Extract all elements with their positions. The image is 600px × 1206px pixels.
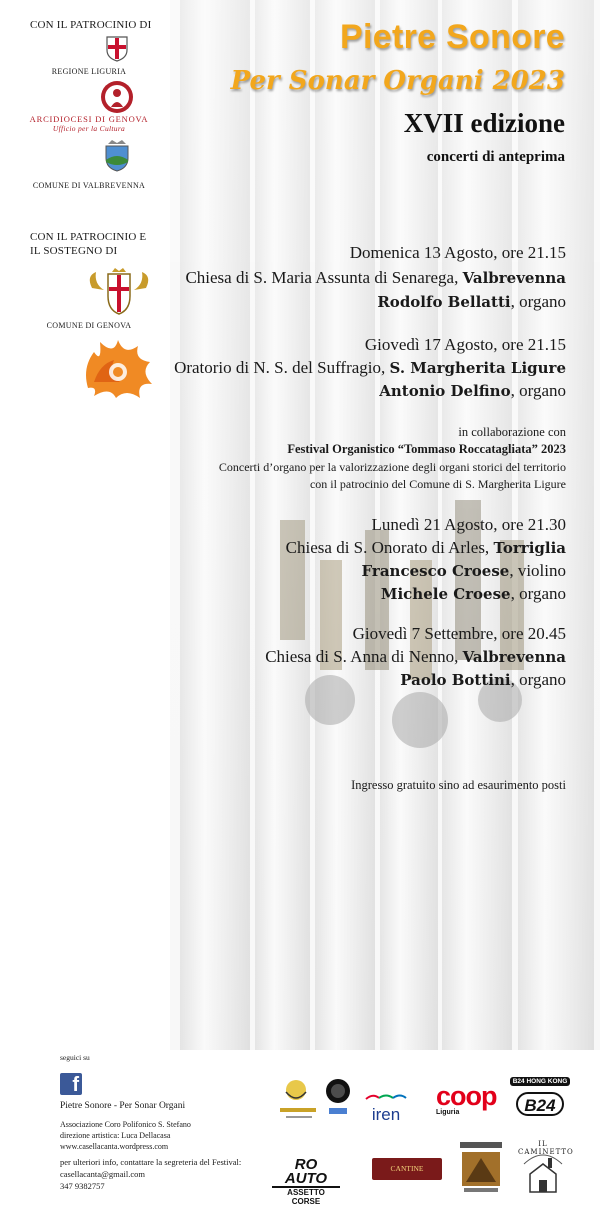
facebook-page-name[interactable]: Pietre Sonore - Per Sonar Organi [60, 1101, 186, 1111]
b24-top-label: B24 HONG KONG [510, 1077, 570, 1086]
event-2-performer-name: Antonio Delfino [379, 382, 511, 400]
collaboration-line-1: Concerti d’organo per la valorizzazione degli organi storici del territorio [218, 460, 566, 474]
event-1-performer-name: Rodolfo Bellatti [377, 293, 511, 311]
arcidiocesi-seal-icon [100, 80, 134, 114]
event-3-venue: Chiesa di S. Onorato di Arles, [285, 538, 494, 557]
iren-logo [365, 1088, 407, 1124]
event-4-performer [400, 669, 566, 691]
regione-liguria-crest-icon [106, 36, 128, 62]
valbrevenna-crest-icon [104, 140, 130, 172]
festival-title: Pietre Sonore [340, 18, 565, 56]
facebook-icon[interactable]: f [60, 1073, 82, 1095]
collaboration-intro: in collaborazione con [458, 425, 566, 439]
comune-genova-crest-icon [86, 268, 152, 316]
event-1-location [185, 267, 566, 289]
coop-label: coop [436, 1081, 497, 1111]
event-2-performer [379, 380, 566, 402]
event-4-performer-role: , organo [510, 670, 566, 689]
valbrevenna-caption: COMUNE DI VALBREVENNA [32, 181, 146, 190]
il-caminetto-label: IL CAMINETTO [518, 1140, 574, 1156]
event-3-performer-2-name: Michele Croese [380, 585, 511, 603]
follow-us-label: seguici su [60, 1053, 90, 1062]
event-1-venue: Chiesa di S. Maria Assunta di Senarega, [185, 268, 463, 287]
event-4-venue: Chiesa di S. Anna di Nenno, [265, 647, 463, 666]
event-3-date: Lunedì 21 Agosto, ore 21.30 [371, 515, 566, 534]
collaboration-line-2: con il patrocinio del Comune di S. Margherita Ligure [309, 477, 566, 491]
coop-sub-label: Liguria [436, 1109, 460, 1116]
ro-auto-logo [272, 1158, 340, 1206]
event-3-performer-1-role: , violino [509, 561, 566, 580]
iren-label: iren [371, 1105, 401, 1124]
iren-wave-icon [365, 1093, 407, 1101]
event-2-date: Giovedì 17 Agosto, ore 21.15 [364, 335, 566, 354]
association-name: Associazione Coro Polifonico S. Stefano [60, 1120, 191, 1129]
event-3-location [286, 537, 566, 559]
ro-auto-label: RO AUTO [284, 1156, 328, 1187]
contact-email[interactable]: casellacanta@gmail.com [60, 1169, 145, 1179]
ro-auto-sub-label: ASSETTO CORSE [272, 1186, 340, 1206]
event-2-location [174, 357, 566, 379]
event-4-place: Valbrevenna [462, 648, 566, 666]
artistic-direction: direzione artistica: Luca Dellacasa [60, 1131, 171, 1140]
festival-roccatagliata-logo-icon [80, 338, 156, 400]
event-3-performer-2-role: , organo [510, 584, 566, 603]
contact-phone: 347 9382757 [60, 1181, 105, 1191]
b24-label: B24 [516, 1092, 564, 1116]
tagline: concerti di anteprima [426, 149, 565, 165]
il-montello-logo-icon [276, 1076, 324, 1124]
ufficio-cultura-caption: Ufficio per la Cultura [52, 124, 126, 133]
event-4-location [265, 646, 566, 668]
event-3-performer-1 [362, 560, 566, 582]
website-link[interactable]: www.casellacanta.wordpress.com [60, 1142, 169, 1151]
info-label: per ulteriori info, contattare la segreteria del Festival: [60, 1157, 242, 1167]
event-1-place: Valbrevenna [462, 269, 566, 287]
event-2-place: S. Margherita Ligure [389, 359, 566, 377]
event-3-place: Torriglia [493, 539, 566, 557]
edition-label: XVII edizione [403, 108, 565, 138]
cantine-cascina-logo-icon [458, 1140, 504, 1196]
event-2-venue: Oratorio di N. S. del Suffragio, [174, 358, 390, 377]
event-3-performer-1-name: Francesco Croese [361, 562, 510, 580]
patronage-heading: CON IL PATROCINIO DI [30, 19, 152, 31]
patronage-support-heading-2: IL SOSTEGNO DI [30, 245, 118, 257]
b24-logo [510, 1077, 570, 1116]
arcidiocesi-caption: ARCIDIOCESI DI GENOVA [29, 114, 149, 124]
event-1-performer-role: , organo [510, 292, 566, 311]
comune-genova-caption: COMUNE DI GENOVA [46, 321, 132, 330]
festival-subtitle: Per Sonar Organi 2023 [230, 66, 565, 96]
cantine-logo: CANTINE [372, 1158, 442, 1180]
event-4-performer-name: Paolo Bottini [400, 671, 511, 689]
event-1-performer [377, 291, 566, 313]
collaboration-festival: Festival Organistico “Tommaso Roccatagliata” 2023 [287, 442, 566, 456]
event-2-performer-role: , organo [510, 381, 566, 400]
event-3-performer-2 [381, 583, 566, 605]
circle-sponsor-logo-icon [325, 1078, 351, 1118]
regione-liguria-caption: REGIONE LIGURIA [51, 67, 127, 76]
entry-note: Ingresso gratuito sino ad esaurimento posti [351, 778, 566, 792]
patronage-support-heading-1: CON IL PATROCINIO E [30, 231, 147, 243]
event-4-date: Giovedì 7 Settembre, ore 20.45 [352, 624, 566, 643]
coop-logo [436, 1081, 497, 1116]
event-1-date: Domenica 13 Agosto, ore 21.15 [349, 243, 566, 262]
